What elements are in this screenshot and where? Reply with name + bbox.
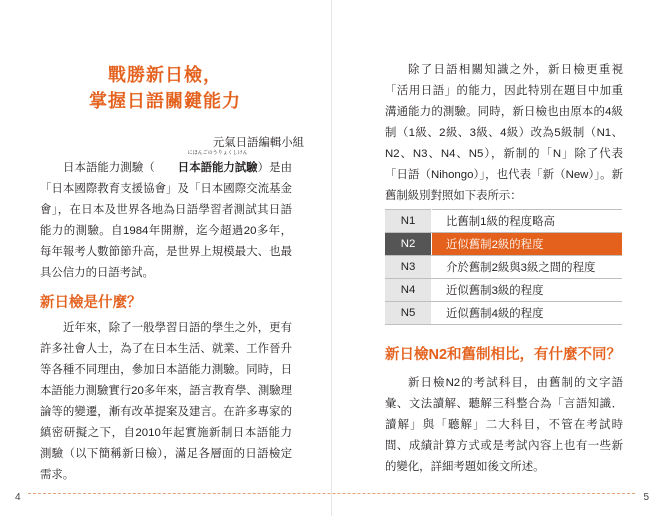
table-row-highlighted	[385, 233, 622, 256]
intro-rest: ）是由「日本國際教育支援協會」及「日本國際交流基金會」，在日本及世界各地為日語學習者測試其日語能力的測驗。自1984年開辦，迄今超過20多年，每年報考人數節節升高，是世界上規模最大、也最具公信力的日語考試。	[40, 162, 292, 279]
level-code: N2	[385, 233, 432, 256]
page-number-right: 5	[643, 492, 649, 503]
section-heading-what-is: 新日檢是什麼？	[40, 295, 142, 311]
title-line-1: 戰勝新日檢，	[108, 65, 222, 85]
table-row	[385, 256, 622, 279]
section-heading-differences: 新日檢N2和舊制相比，有什麼不同？	[385, 347, 622, 363]
intro-paragraph-right: 除了日語相關知識之外，新日檢更重視「活用日語」的能力，因此特別在題目中加重溝通能力的測驗。同時，新日檢也由原本的4級制（1級、2級、3級、4級）改為5級制（N1、N2、N3、N4、N5），新制的「N」除了代表「日語（Nihongo）」，也代表「新（New）」。新舊制級別對照如下表所示：	[385, 64, 623, 202]
author-credit: 元氣日語編輯小組	[212, 137, 304, 149]
intro-prefix: 日本語能力測驗（	[63, 162, 155, 174]
page-title	[40, 62, 290, 114]
level-description: 比舊制1級的程度略高	[432, 210, 623, 233]
level-code: N4	[385, 279, 432, 302]
intro-paragraph	[40, 150, 292, 284]
table-row	[385, 279, 622, 302]
level-comparison-table	[385, 209, 622, 325]
jlpt-term	[155, 150, 258, 179]
table-row	[385, 210, 622, 233]
section-paragraph-what-is: 近年來，除了一般學習日語的學生之外，更有許多社會人士，為了在日本生活、就業、工作晉升等各種不同理由，參加日本語能力測驗。同時，日本語能力測驗實行20多年來，語言教育學、測驗理論等的變遷，漸有改革提案及建言。在許多專家的縝密研擬之下，自2010年起實施新制日本語能力測驗（以下簡稱新日檢），滿足各層面的日語檢定需求。	[40, 322, 292, 481]
title-line-2: 掌握日語關鍵能力	[89, 91, 241, 111]
level-description: 近似舊制2級的程度	[432, 233, 623, 256]
page-number-left: 4	[15, 492, 21, 503]
footer-dashed-line	[28, 493, 635, 494]
right-page	[332, 0, 663, 516]
jlpt-furigana: にほんごのうりょくしけん	[187, 150, 248, 156]
level-description: 近似舊制4級的程度	[432, 302, 623, 325]
level-description: 近似舊制3級的程度	[432, 279, 623, 302]
level-description: 介於舊制2級與3級之間的程度	[432, 256, 623, 279]
table-row	[385, 302, 622, 325]
jlpt-term-text: 日本語能力試驗	[177, 162, 258, 174]
section-paragraph-differences: 新日檢N2的考試科目，由舊制的文字語彙、文法讀解、聽解三科整合為「言語知識．讀解」與「聽解」二大科目，不管在考試時間、成績計算方式或是考試內容上也有一些新的變化，詳細考題如後文所述。	[385, 377, 623, 473]
left-page	[0, 0, 331, 516]
level-code: N1	[385, 210, 432, 233]
level-code: N5	[385, 302, 432, 325]
level-code: N3	[385, 256, 432, 279]
